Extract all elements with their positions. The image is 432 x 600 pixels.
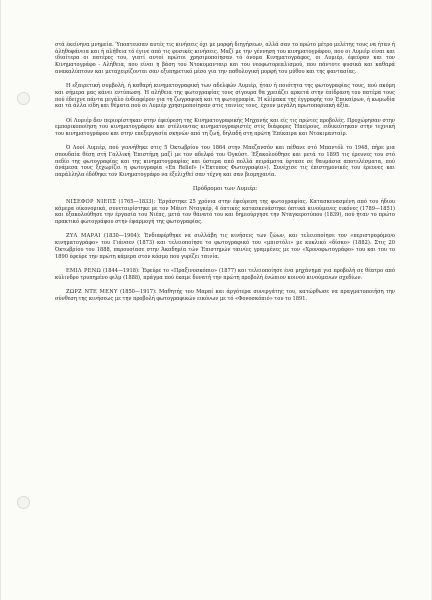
precursor-name: ΖΥΛ ΜΑΡΑΙ [66, 233, 101, 240]
precursor-years: (1844—1918) [103, 267, 138, 274]
precursor-marey [55, 233, 395, 260]
document-text [55, 42, 395, 310]
precursor-name: ΕΜΙΛ ΡΕΝΩ [66, 267, 102, 274]
precursor-niepce [55, 199, 395, 226]
precursor-years: (1830—1904) [103, 233, 139, 240]
precursor-text: : Μαθητής του Μαραί και άργότερα συνεργάτης του, κατώρθωσε να πραγματοποιήση την σύνθεση της κινήσεως με την προβολή φωτογραφικών εικόνων με τό «Φονοσκόπιό» του το 1891. [55, 288, 395, 302]
precursor-name: ΝΙΣΕΦΟΡ ΝΙΕΠΣ [66, 199, 117, 206]
precursor-name: ΖΩΡΖ ΝΤΕ ΜΕΝΥ [66, 288, 118, 295]
binding-hole [17, 92, 30, 105]
precursor-demeny [55, 289, 395, 302]
precursor-reynaud [55, 268, 395, 281]
precursors-heading: Πρόδρομοι των Λυμιέρ: [192, 186, 258, 193]
precursor-years: (1850—1917) [119, 288, 155, 295]
paragraph-commerce: Οί Λυμιέρ δεν περιορίστηκαν στην έφεύρεση της Κινηματογραφικής Μηχανής και είς τις πρώτες προβολές. Προχώρησαν στην εμπορικοποίηση του κινηματογράφου και στέλνοντας κινηματογραφιστές στις διάφορες Ήπείρους, ειδικεύτηκαν στην τεχνική του κινηματογράφου και στην επεξεργασία σκηνών από τη ζωή, δηλαδή στη πρώτη Έπίκαιρα και Ντοκιμανταίρ. [55, 117, 395, 137]
precursor-text: : Έφεύρε το «Πραξινοσκόπιο» (1877) και τελειοποίησε ένα μηχάνημα για προβολή σε θέατρο από κύλινδρο τρυπημένο φιλμ (1888), πράγμα πού έκαμε δυνατή την πρώτη προβολή ένώπιον κοινού κινούμενων σχεδίων. [55, 267, 395, 281]
binding-hole [17, 496, 30, 509]
precursor-years: (1765—1833) [118, 199, 154, 206]
precursor-text: : Έργάστηκε 25 χρόνια στην έφεύρεση της φωτογραφίας. Κατασκευασμένη από του ήδιου κάμερα οίκονομικά, συνεταιρίστηκε με τον Μάιοτ Νταγκέρ, 4 όπτικές κατασκευάστηκε όπτικά κινούμενες εικόνες (1789—1851) και έξακολούθησε την έργασία του Νιέπς, μετά τον θάνατό του και δημιούργησε την Νταγκεροτύπου (1839), πού ήταν το πρώτο πρακτικό φωτογράφου στην έφαρμογή της φωτογραφίας. [55, 199, 395, 226]
paragraph-louis-lumiere: Ό Λουί Λυμιέρ, πού γεννήθηκε στις 5 Όκτωβρίου του 1864 στην Μπεζανσόν και πέθανε στό Μπαντόλ το 1948, πήρε μια σπουδαία θέση στή Γαλλική Έπιστήμη μαζί με τον αδελφό του Όγκύστ. Έξακολούθησε και μετά το 1895 τις έρευνες του στό πεδίο της φωτογραφίας και της κινηματογραφίας και ύστερα από πολλά πειράματα έφτασε σε θαυμάσια αποτελέσματα, πού άνάμεσα τους ξεχωρίζει η φωτογραφία «En Relief» («Έκτυπος Φωτογραφία»). Συνέχισε τις έπιστημονικές του έρευνες και παράλληλα έδόθηκε τον Κινηματογράφο να έξελιχθεί σαν τέχνη και σαν βιομηχανία. [55, 145, 395, 179]
paragraph-photography: Η εξαιρετική συμβολή, ή καθαρή κινηματογραφική των αδελφών Λυμιέρ, ήταν ή ποιότητα της φωτογραφίας τους, πού ακόμη και σήμερα μας κάνει εντύπωση. Ή αλήθεια της φωτογραφίας τους σίγουρα θα χρειάζει αρκετά στην έπίδραση του πατέρα τους πού έδειχνε πάντα μεγάλο ένδιαφέρον για τη ζωγραφική και τη φωτογραφία. Ή κλίμακα της έγγραφής τον Έπικαίρων, ή κωμωδία και τά άλλα είδη και θέματα πού οι Λυμιέρ χρησιμοποίησαν στις ταινίες τους, έχουν μεγάλη πρωτοποριακή άξία. [55, 83, 395, 110]
paragraph-intro: στά έκείνηνα μνημεία. Ύποπτευσαν αυτές τις κινήσεις όχι με μορφή διηγήσεων, αλλά σαν το πρώτο μέτρο μελέτης τους να ήταν ή άληθοφάνεια και ή αλήθεια τό έγινε από τις φυσικές κινήσεις. Μαζί με την γέννηση του κινηματογράφου, που οι Λυμιέρ είναι και ιδιαίτερα οι πατέρες του, γιατί αυτοί πρώτοι χρησιμοποίησαν τό όνομα Κινηματογράφος, οι Λυμιέρ, έφεύραν και τον Κινηματογράφο - Αλήθεια, που είναι η βάση του Ντοκυμανταιρ και του νεοφωτορεαλισμού, που πάντοτε φυσικά και καθαρά ανακαλύπτουν και μεταχειρίζονται σαν εξυπηρετικό μέσο για την παθολογική μορφή του μύθου και της φαντασίας. [55, 42, 395, 75]
precursor-text: : Ένδιαφέρθηκε να συλλάβη τις κινήσεις των ζώων, και τελειοποίησε τον «περιστρεφόμενο κινηματογράφο» του Γιάνσεν (1873) και τελειοποίησε το φωτογραφικό του «μπιστόλι» με κυκλικό «δίσκο» (1882). Στις 20 Όκτωβρίου του 1888, παρουσίασε στην Άκαδημία τών Έπιστημών ταινίες γραμμένες με τον «Χρονοφωτογράφο» του και του το 1890 έφεύρε την πρώτη κάμερα στον κόσμο που γυρίζει ταινία. [55, 233, 395, 260]
